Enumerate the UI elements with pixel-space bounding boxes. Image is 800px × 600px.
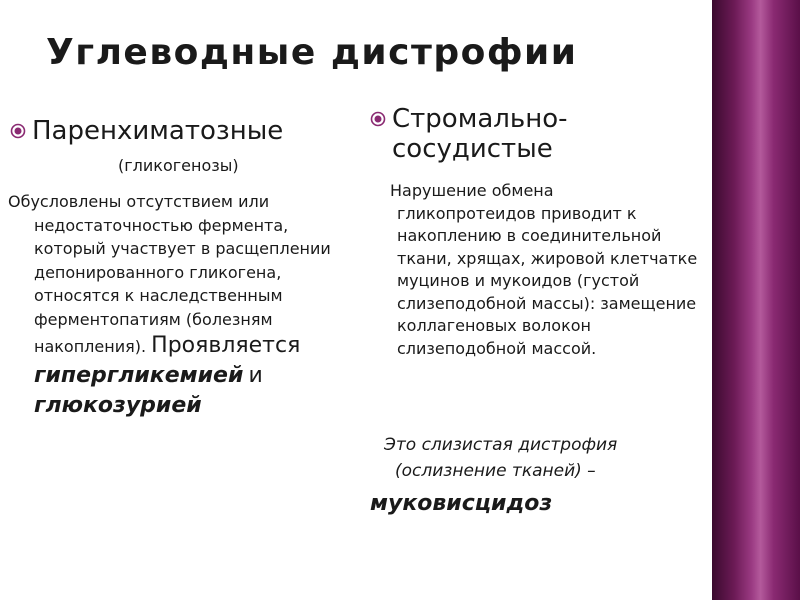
left-body-text: недостаточностью фермента, который участвует в расщеплении депонированного гликогена, относятся к наследственным ферментопатиям (болезням накопления). — [34, 215, 331, 356]
left-subheading: (гликогенозы) — [118, 156, 239, 175]
right-heading-text: Стромально-сосудистые — [392, 104, 568, 164]
right-note — [370, 432, 700, 484]
left-emph-conj: и — [248, 363, 263, 388]
left-emph-lead: Проявляется — [151, 333, 301, 358]
right-body-first-line: Нарушение обмена — [390, 181, 554, 200]
left-emph-term-1: гипергликемией — [34, 363, 244, 388]
right-body — [370, 180, 700, 360]
left-heading-text: Паренхиматозные — [32, 116, 284, 146]
circled-dot-icon — [10, 123, 26, 139]
right-note-rest: (ослизнение тканей) – — [395, 461, 596, 481]
circled-dot-icon — [370, 111, 386, 127]
left-body — [8, 190, 348, 421]
right-note-first-line: Это слизистая дистрофия — [384, 435, 618, 455]
left-body-rest — [8, 214, 348, 422]
right-body-rest: гликопротеидов приводит к накоплению в соединительной ткани, хрящах, жировой клетчатке муцинов и мукоидов (густой слизеподобной массы): замещение коллагеновых волокон слизеподобной массой. — [397, 203, 698, 358]
left-body-first-line: Обусловлены отсутствием или — [8, 192, 270, 211]
right-final-term: муковисцидоз — [370, 491, 553, 516]
decorative-sidebar — [712, 0, 800, 600]
right-heading — [370, 104, 700, 164]
left-emph-term-2: глюкозурией — [34, 393, 202, 418]
slide-title: Углеводные дистрофии — [46, 32, 578, 73]
left-heading — [10, 116, 283, 146]
